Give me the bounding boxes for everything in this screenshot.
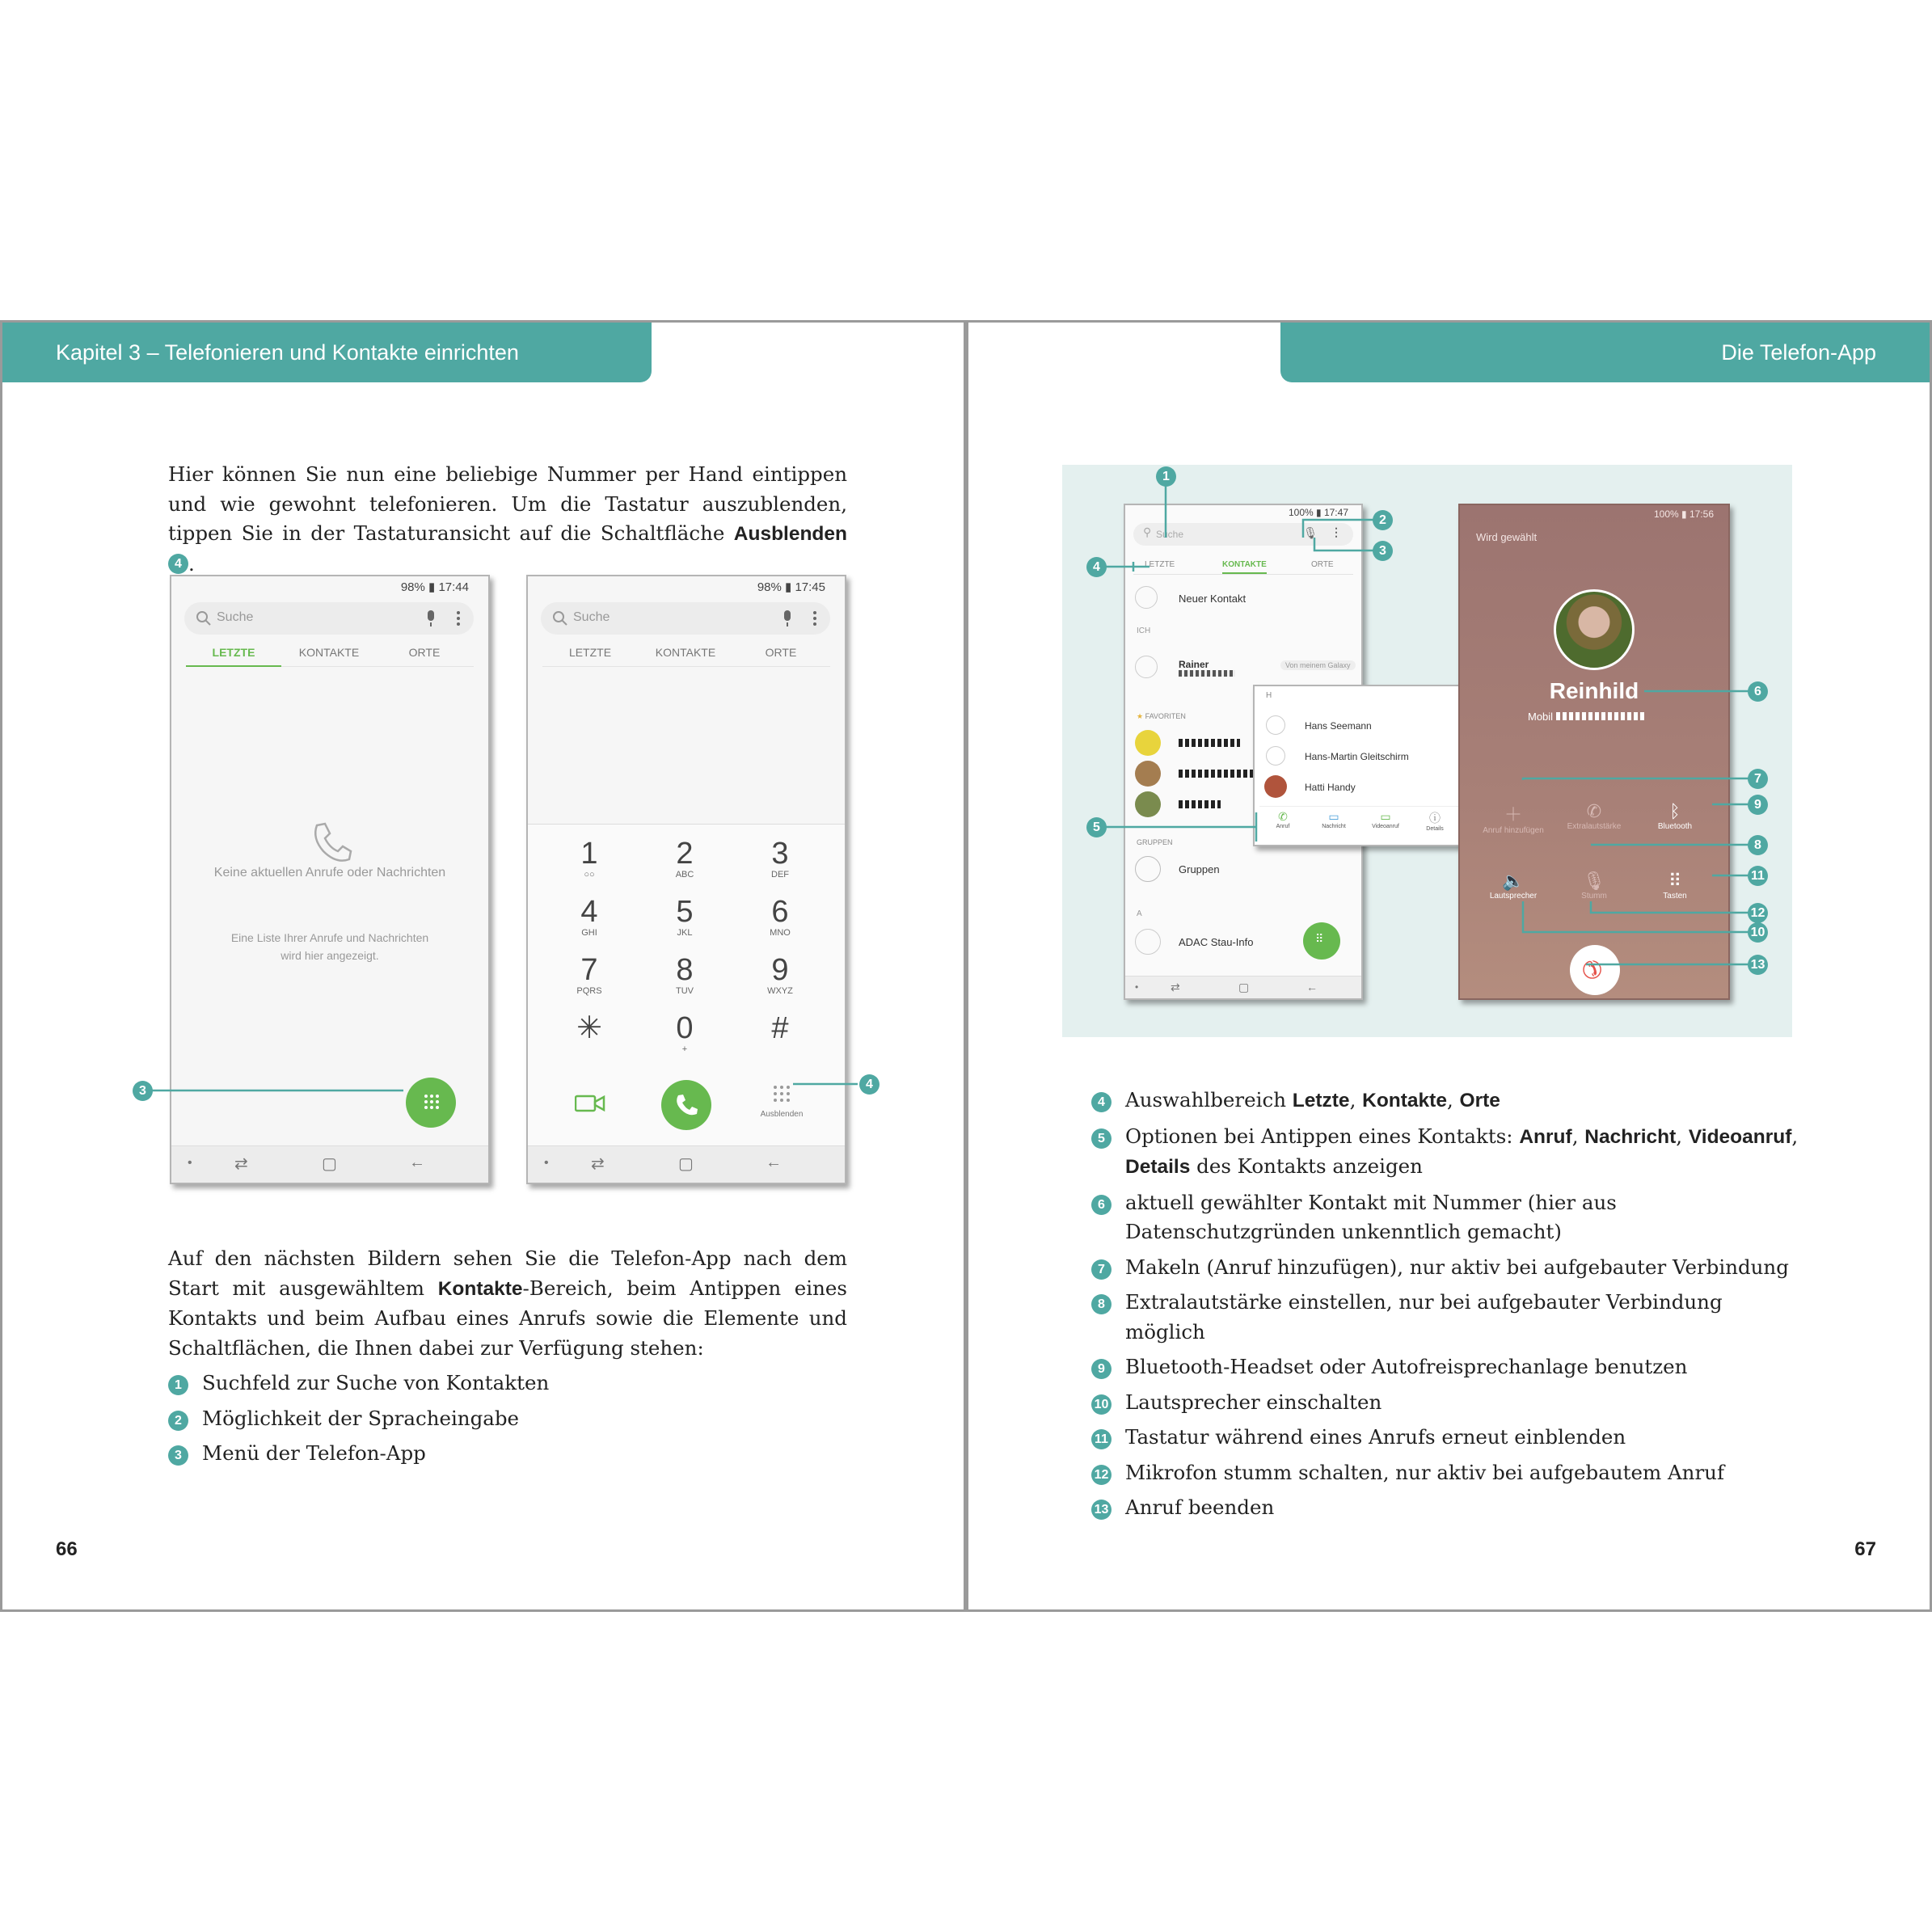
dial-key[interactable] bbox=[748, 1012, 812, 1044]
tab-letzte[interactable]: LETZTE bbox=[1145, 560, 1175, 569]
item-text: , bbox=[1676, 1124, 1689, 1148]
search-field[interactable] bbox=[184, 602, 474, 635]
phone-outline-icon bbox=[309, 820, 354, 866]
callout-1: 1 bbox=[1156, 466, 1176, 487]
dial-key-digit: 7 bbox=[580, 953, 598, 987]
dial-key-digit: # bbox=[771, 1011, 789, 1045]
right-page bbox=[966, 320, 1932, 1612]
item-text: Extralautstärke einstellen, nur bei aufgebauter Verbindung möglich bbox=[1125, 1290, 1723, 1344]
dial-key[interactable] bbox=[748, 954, 812, 996]
list-item bbox=[1091, 1288, 1803, 1347]
number-badge: 6 bbox=[1091, 1195, 1112, 1215]
add-call-button[interactable]: ＋ Anruf hinzufügen bbox=[1473, 801, 1554, 835]
list-item: 1 Suchfeld zur Suche von Kontakten bbox=[168, 1369, 847, 1398]
callout-12: 12 bbox=[1748, 903, 1768, 923]
item-text: des Kontakts anzeigen bbox=[1190, 1154, 1423, 1178]
item-text: aktuell gewählter Kontakt mit Nummer (hier aus Datenschutzgründen unkenntlich gemacht) bbox=[1125, 1190, 1617, 1243]
favorites-header: ★ FAVORITEN bbox=[1137, 712, 1186, 720]
keypad-icon: ⠿ bbox=[1315, 932, 1324, 945]
bold-term: Nachricht bbox=[1584, 1125, 1677, 1148]
number-badge: 13 bbox=[1091, 1500, 1112, 1520]
dial-key-letters: GHI bbox=[581, 928, 597, 938]
dial-key-digit: 5 bbox=[676, 895, 694, 929]
callout-2: 2 bbox=[1373, 510, 1393, 530]
list-item bbox=[1091, 1493, 1803, 1523]
callout-line-3 bbox=[132, 1082, 407, 1099]
tab-orte[interactable]: ORTE bbox=[765, 646, 797, 659]
action-message[interactable]: ▭ Nachricht bbox=[1318, 810, 1350, 829]
dial-key-digit: 6 bbox=[771, 895, 789, 929]
callout-8: 8 bbox=[1748, 835, 1768, 855]
item-text: Bluetooth-Headset oder Autofreisprechanlage benutzen bbox=[1125, 1355, 1688, 1378]
back-icon[interactable]: ← bbox=[1306, 981, 1318, 993]
section-header: Die Telefon-App bbox=[1280, 323, 1930, 382]
item-text: , bbox=[1791, 1124, 1799, 1148]
groups-header: GRUPPEN bbox=[1137, 838, 1173, 846]
me-tag: Von meinem Galaxy bbox=[1280, 660, 1356, 670]
keypad-icon bbox=[773, 1085, 791, 1103]
ich-header: ICH bbox=[1137, 626, 1151, 635]
video-call-icon[interactable] bbox=[575, 1093, 605, 1114]
nav-dot-icon: • bbox=[1135, 981, 1139, 993]
groups-label[interactable]: Gruppen bbox=[1179, 863, 1220, 875]
dial-key[interactable] bbox=[652, 837, 717, 880]
info-icon: ⓘ bbox=[1429, 812, 1441, 825]
legend-list-left bbox=[168, 1369, 847, 1474]
number-badge: 10 bbox=[1091, 1394, 1112, 1415]
number-badge: 12 bbox=[1091, 1465, 1112, 1485]
dial-key-digit: ✳ bbox=[576, 1011, 602, 1045]
list-item bbox=[1091, 1352, 1803, 1382]
more-menu-icon[interactable] bbox=[812, 610, 817, 626]
callout-11: 11 bbox=[1748, 866, 1768, 886]
phone-icon: ✆ bbox=[1278, 810, 1288, 823]
contact-hatti-handy[interactable]: Hatti Handy bbox=[1305, 782, 1356, 793]
item-text: Anruf beenden bbox=[1125, 1495, 1275, 1519]
dial-key-digit: 9 bbox=[771, 953, 789, 987]
callout-lines bbox=[1062, 465, 1792, 1037]
dial-key-letters: JKL bbox=[677, 928, 693, 938]
dial-key-digit: 2 bbox=[676, 837, 694, 871]
bluetooth-icon: ᛒ bbox=[1669, 801, 1681, 821]
item-text: , bbox=[1349, 1088, 1363, 1112]
back-icon[interactable]: ← bbox=[766, 1154, 782, 1171]
dial-key-digit: 0 bbox=[676, 1011, 694, 1045]
search-icon: ⚲ bbox=[1143, 525, 1152, 538]
item-text: Lautsprecher einschalten bbox=[1125, 1390, 1382, 1414]
item-text: Mikrofon stumm schalten, nur aktiv bei aufgebautem Anruf bbox=[1125, 1460, 1725, 1484]
dial-key-letters: WXYZ bbox=[767, 986, 793, 996]
tab-bar bbox=[186, 646, 474, 667]
star-icon: ★ bbox=[1137, 712, 1144, 720]
empty-subtitle: Eine Liste Ihrer Anrufe und Nachrichten wird hier angezeigt. bbox=[230, 931, 429, 962]
bluetooth-button[interactable]: ᛒ Bluetooth bbox=[1635, 801, 1715, 831]
recent-apps-icon[interactable]: ⇄ bbox=[234, 1155, 248, 1173]
dial-key[interactable] bbox=[557, 1012, 622, 1044]
callout-6: 6 bbox=[1748, 681, 1768, 702]
callee-name: Reinhild bbox=[1549, 678, 1639, 703]
number-badge: 8 bbox=[1091, 1294, 1112, 1314]
search-placeholder: Suche bbox=[1156, 529, 1184, 540]
item-text: Auswahlbereich bbox=[1125, 1088, 1293, 1112]
microphone-icon[interactable] bbox=[425, 610, 437, 628]
contact-hans-seemann[interactable]: Hans Seemann bbox=[1305, 720, 1372, 732]
nav-dot-icon: • bbox=[544, 1156, 549, 1170]
dialpad bbox=[528, 824, 845, 1145]
list-item bbox=[1091, 1188, 1803, 1247]
ref-badge: 4 bbox=[168, 554, 188, 574]
video-icon: ▭ bbox=[1380, 810, 1391, 823]
dial-key[interactable] bbox=[652, 954, 717, 996]
dial-key[interactable] bbox=[652, 896, 717, 938]
nav-bar bbox=[171, 1145, 488, 1183]
callout-7: 7 bbox=[1748, 769, 1768, 789]
search-placeholder: Suche bbox=[217, 610, 254, 624]
dial-key-letters: ABC bbox=[675, 870, 694, 880]
dial-key-digit: 1 bbox=[580, 837, 598, 871]
nav-dot-icon: • bbox=[188, 1156, 192, 1170]
plus-icon: ＋ bbox=[1504, 804, 1522, 825]
item-text: , bbox=[1446, 1088, 1460, 1112]
mic-off-icon: 🎙 bbox=[1583, 871, 1605, 891]
home-icon[interactable]: ▢ bbox=[678, 1155, 694, 1173]
bold-term: Letzte bbox=[1292, 1090, 1350, 1112]
mute-button[interactable]: 🎙 Stumm bbox=[1554, 871, 1635, 901]
a-header: A bbox=[1137, 909, 1142, 918]
search-field[interactable] bbox=[541, 602, 830, 635]
action-call[interactable]: ✆ Anruf bbox=[1271, 810, 1295, 829]
keypad-button[interactable]: ⠿ Tasten bbox=[1635, 871, 1715, 901]
speaker-button[interactable]: 🔈 Lautsprecher bbox=[1473, 871, 1554, 901]
number-badge: 5 bbox=[1091, 1128, 1112, 1149]
page-number: 67 bbox=[1854, 1538, 1876, 1560]
list-item bbox=[1091, 1423, 1803, 1453]
dial-key[interactable] bbox=[748, 896, 812, 938]
number-badge: 9 bbox=[1091, 1359, 1112, 1379]
bold-term: Anruf bbox=[1519, 1125, 1572, 1148]
extra-volume-button[interactable]: ✆ Extralautstärke bbox=[1554, 801, 1635, 831]
popup-header: H bbox=[1266, 691, 1272, 700]
home-icon[interactable]: ▢ bbox=[1238, 981, 1250, 993]
dial-key[interactable] bbox=[557, 896, 622, 938]
tab-letzte[interactable]: LETZTE bbox=[186, 646, 281, 667]
recent-apps-icon[interactable]: ⇄ bbox=[1171, 981, 1180, 993]
dial-key-letters: + bbox=[681, 1044, 688, 1054]
dial-key[interactable] bbox=[652, 1012, 717, 1054]
dial-key-letters: MNO bbox=[770, 928, 791, 938]
keypad-fab[interactable] bbox=[406, 1078, 456, 1128]
microphone-icon[interactable] bbox=[782, 610, 793, 628]
empty-title: Keine aktuellen Anrufe oder Nachrichten bbox=[213, 866, 446, 880]
phone-screenshot-keypad bbox=[526, 575, 846, 1184]
nav-bar bbox=[528, 1145, 845, 1183]
item-text: , bbox=[1571, 1124, 1585, 1148]
more-menu-icon[interactable] bbox=[456, 610, 461, 626]
bold-term: Videoanruf bbox=[1688, 1125, 1792, 1148]
phone-icon bbox=[674, 1093, 698, 1117]
number-badge: 11 bbox=[1091, 1429, 1112, 1449]
search-placeholder: Suche bbox=[573, 610, 610, 624]
list-item bbox=[1091, 1458, 1803, 1488]
dial-key-digit: 3 bbox=[771, 837, 789, 871]
number-badge: 7 bbox=[1091, 1259, 1112, 1280]
status-bar: 98% ▮ 17:44 bbox=[400, 580, 469, 594]
tab-kontakte[interactable]: KONTAKTE bbox=[1222, 560, 1267, 574]
status-bar: 100% ▮ 17:56 bbox=[1654, 508, 1714, 520]
contact-hans-martin[interactable]: Hans-Martin Gleitschirm bbox=[1305, 751, 1409, 762]
legend-list-right bbox=[1091, 1086, 1803, 1529]
callout-4: 4 bbox=[859, 1074, 880, 1095]
keypad-icon: ⠿ bbox=[1668, 871, 1682, 891]
annotated-figure bbox=[1062, 465, 1792, 1037]
dial-key-letters: DEF bbox=[771, 870, 789, 880]
more-menu-icon[interactable]: ⋮ bbox=[1331, 525, 1342, 538]
microphone-icon[interactable]: 🎙 bbox=[1303, 526, 1318, 539]
list-item bbox=[1091, 1086, 1803, 1116]
status-bar: 100% ▮ 17:47 bbox=[1289, 507, 1348, 518]
recent-apps-icon[interactable]: ⇄ bbox=[591, 1155, 605, 1173]
list-item bbox=[1091, 1122, 1803, 1183]
dial-key-letters: ○○ bbox=[584, 870, 595, 880]
tab-orte[interactable]: ORTE bbox=[1311, 560, 1334, 569]
item-text: Tastatur während eines Anrufs erneut einblenden bbox=[1125, 1425, 1626, 1449]
hide-keypad-label: Ausblenden bbox=[760, 1110, 804, 1119]
hang-up-icon: ✆ bbox=[1575, 951, 1609, 986]
callout-13: 13 bbox=[1748, 955, 1768, 975]
tab-letzte[interactable]: LETZTE bbox=[568, 646, 612, 659]
left-page bbox=[0, 320, 966, 1612]
new-contact-label[interactable]: Neuer Kontakt bbox=[1179, 593, 1247, 605]
intro-paragraph: Hier können Sie nun eine beliebige Nummer per Hand eintippen und wie gewohnt telefonieren. Um die Tastatur auszublenden, tippen Sie in der Tastaturansicht auf die Schaltfläche Ausblenden 4 . bbox=[168, 462, 847, 576]
dial-key[interactable] bbox=[748, 837, 812, 880]
search-icon bbox=[552, 610, 568, 626]
me-name[interactable]: Rainer bbox=[1179, 659, 1209, 670]
callout-3: 3 bbox=[133, 1081, 153, 1101]
dial-key[interactable] bbox=[557, 954, 622, 996]
list-item: 3 Menü der Telefon-App bbox=[168, 1439, 847, 1469]
callout-3: 3 bbox=[1373, 541, 1393, 561]
dial-key-digit: 8 bbox=[676, 953, 694, 987]
item-text: Optionen bei Antippen eines Kontakts: bbox=[1125, 1124, 1520, 1148]
dial-key-letters: TUV bbox=[676, 986, 694, 996]
list-item bbox=[1091, 1253, 1803, 1283]
tab-bar bbox=[542, 646, 830, 667]
contact-adac[interactable]: ADAC Stau-Info bbox=[1179, 936, 1254, 948]
callout-4: 4 bbox=[1086, 557, 1107, 577]
list-item bbox=[1091, 1388, 1803, 1418]
action-details[interactable]: ⓘ Details bbox=[1421, 810, 1449, 832]
intro-bold: Ausblenden bbox=[733, 523, 847, 545]
extra-volume-icon: ✆ bbox=[1586, 801, 1602, 821]
bold-term: Kontakte bbox=[1362, 1090, 1447, 1112]
bold-term: Details bbox=[1125, 1156, 1191, 1178]
keypad-icon bbox=[424, 1094, 440, 1112]
dial-key-digit: 4 bbox=[580, 895, 598, 929]
tab-kontakte[interactable]: KONTAKTE bbox=[655, 646, 716, 659]
bold-term: Orte bbox=[1459, 1090, 1500, 1112]
dial-key[interactable] bbox=[557, 837, 622, 880]
number-badge: 4 bbox=[1091, 1092, 1112, 1112]
callout-10: 10 bbox=[1748, 922, 1768, 943]
callout-9: 9 bbox=[1748, 795, 1768, 815]
home-icon[interactable]: ▢ bbox=[322, 1155, 337, 1173]
speaker-icon: 🔈 bbox=[1502, 871, 1525, 891]
list-item: 2 Möglichkeit der Spracheingabe bbox=[168, 1404, 847, 1434]
item-text: Makeln (Anruf hinzufügen), nur aktiv bei aufgebauter Verbindung bbox=[1125, 1255, 1789, 1279]
back-icon[interactable]: ← bbox=[409, 1154, 425, 1171]
tab-kontakte[interactable]: KONTAKTE bbox=[298, 646, 360, 659]
action-video[interactable]: ▭ Videoanruf bbox=[1368, 810, 1403, 829]
dial-key-letters: PQRS bbox=[576, 986, 602, 996]
status-bar: 98% ▮ 17:45 bbox=[757, 580, 825, 594]
call-state: Wird gewählt bbox=[1476, 531, 1538, 543]
tab-orte[interactable]: ORTE bbox=[408, 646, 441, 659]
chapter-header: Kapitel 3 – Telefonieren und Kontakte einrichten bbox=[2, 323, 652, 382]
search-icon bbox=[196, 610, 212, 626]
callee-number: Mobil bbox=[1528, 711, 1645, 723]
second-paragraph: Auf den nächsten Bildern sehen Sie die Telefon-App nach dem Start mit ausgewähltem Kontakte-Bereich, beim Antippen eines Kontakts und beim Aufbau eines Anrufs sowie die Elemente und Schaltflächen, die Ihnen dabei zur Verfügung stehen: bbox=[168, 1247, 847, 1360]
call-button[interactable] bbox=[661, 1080, 711, 1130]
page-number: 66 bbox=[56, 1538, 78, 1560]
callout-5: 5 bbox=[1086, 817, 1107, 837]
message-icon: ▭ bbox=[1328, 810, 1339, 823]
